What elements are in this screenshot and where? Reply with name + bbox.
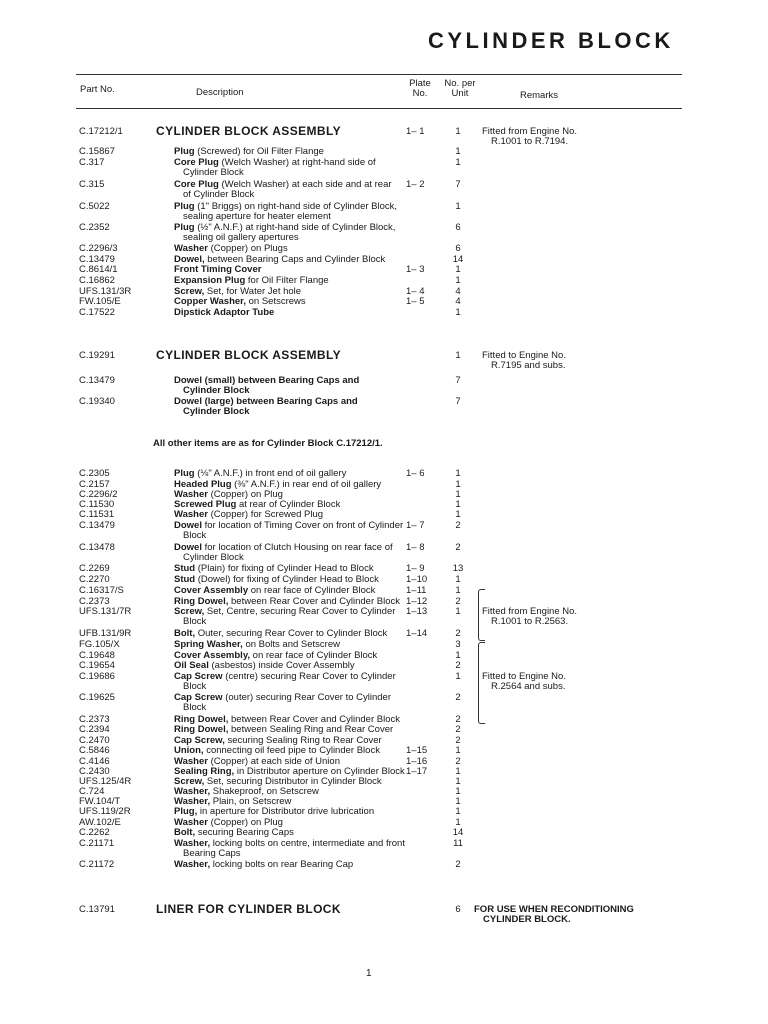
plate-number: 1–17 [406,766,428,777]
quantity-per-unit: 1 [455,307,461,318]
description [174,202,397,222]
description-continuation: Cylinder Block [183,552,244,563]
description-name: Cap Screw [174,671,223,682]
quantity-per-unit: 1 [455,745,461,756]
description-detail: (Copper) for Screwed Plug [207,509,324,520]
description-detail: (Screwed) for Oil Filter Flange [194,146,324,157]
remark [474,905,634,925]
description-name: Washer [174,817,208,828]
quantity-per-unit: 2 [455,628,461,639]
quantity-per-unit: 1 [455,468,461,479]
quantity-per-unit: 1 [455,606,461,617]
description-name: Ring Dowel, [174,714,229,725]
part-number: C.16317/S [79,585,124,596]
description-detail: (⅜" A.N.F.) in rear end of oil gallery [231,479,382,490]
quantity-per-unit: 1 [455,509,461,520]
description [174,575,379,585]
description [174,244,288,254]
quantity-per-unit: 1 [455,766,461,777]
plate-number: 1– 9 [406,563,425,574]
remark [482,351,566,371]
part-number: C.13478 [79,542,115,553]
description [174,265,261,275]
description-name: Headed Plug [174,479,232,490]
description-detail: between Sealing Ring and Rear Cover [228,724,394,735]
quantity-per-unit: 1 [455,264,461,275]
plate-number: 1– 8 [406,542,425,553]
description [174,308,274,318]
part-number: C.2296/2 [79,489,118,500]
description-detail: (Copper) on Plug [207,817,283,828]
quantity-per-unit: 1 [455,671,461,682]
part-number: C.315 [79,179,105,190]
part-number: UFS.131/7R [79,606,132,617]
quantity-per-unit: 1 [455,585,461,596]
quantity-per-unit: 2 [455,596,461,607]
header-description: Description [196,87,244,98]
description [174,746,380,756]
quantity-per-unit: 4 [455,286,461,297]
remark-line: Fitted to Engine No. [482,350,566,361]
description [174,376,359,396]
description-continuation: Cylinder Block [183,385,250,396]
quantity-per-unit: 1 [455,275,461,286]
page-title: CYLINDER BLOCK [428,28,674,53]
description [174,672,396,692]
quantity-per-unit: 14 [452,827,464,838]
description-name: CYLINDER BLOCK ASSEMBLY [156,348,341,362]
description-detail: in aperture for Distributor drive lubrication [197,806,375,817]
quantity-per-unit: 3 [455,639,461,650]
quantity-per-unit: 1 [455,201,461,212]
quantity-per-unit: 1 [455,489,461,500]
description-detail: (asbestos) inside Cover Assembly [208,660,355,671]
description-name: Washer [174,509,208,520]
quantity-per-unit: 1 [455,796,461,807]
quantity-per-unit: 1 [455,126,461,137]
description-name: Bolt, [174,827,196,838]
part-number: C.17212/1 [79,126,123,137]
description [174,397,358,417]
part-number: C.19648 [79,650,115,661]
part-number: C.21171 [79,838,115,849]
description-name: Core Plug [174,157,219,168]
description-name: Washer, [174,786,211,797]
description-detail: (Copper) on Plugs [207,243,288,254]
description-detail: locking bolts on centre, intermediate and front [210,838,405,849]
part-number: C.2373 [79,714,110,725]
description-detail: between Rear Cover and Cylinder Block [228,714,400,725]
description-name: Screw, [174,776,205,787]
quantity-per-unit: 6 [455,904,461,915]
description-name: Washer [174,489,208,500]
description-continuation: of Cylinder Block [183,189,255,200]
remark [482,607,577,627]
description-name: Washer [174,756,208,767]
description-name: Plug [174,222,195,233]
quantity-per-unit: 1 [455,806,461,817]
part-number: C.4146 [79,756,110,767]
description [174,860,353,870]
description-name: Dipstick Adaptor Tube [174,307,275,318]
description [174,276,329,286]
plate-number: 1–15 [406,745,428,756]
description-detail: (Welch Washer) at right-hand side of [218,157,376,168]
part-number: C.2305 [79,468,110,479]
quantity-per-unit: 2 [455,520,461,531]
part-number: C.15867 [79,146,115,157]
part-number: C.11530 [79,499,115,510]
description [174,564,374,574]
quantity-per-unit: 2 [455,692,461,703]
description [174,158,376,178]
plate-number: 1– 1 [406,126,425,137]
quantity-per-unit: 1 [455,157,461,168]
description [156,126,341,136]
description-name: Bolt, [174,628,196,639]
description-detail: between Rear Cover and Cylinder Block [228,596,400,607]
part-number: C.13479 [79,520,115,531]
description-detail: on Setscrews [245,296,306,307]
description [174,469,346,479]
description-detail: for location of Clutch Housing on rear face of [201,542,393,553]
part-number: UFS.119/2R [79,806,131,817]
description [156,350,341,360]
part-number: FG.105/X [79,639,120,650]
description-detail: (Copper) on Plug [207,489,283,500]
remark-line: Fitted to Engine No. [482,671,566,682]
description-detail: on Bolts and Setscrew [242,639,340,650]
description-name: Stud [174,563,196,574]
part-number: C.13479 [79,375,115,386]
part-number: C.2394 [79,724,110,735]
description-name: Screwed Plug [174,499,237,510]
plate-number: 1– 7 [406,520,425,531]
part-number: AW.102/E [79,817,121,828]
remark-line: R.1001 to R.7194. [491,136,569,147]
page-number: 1 [366,968,372,979]
description-detail: securing Sealing Ring to Rear Cover [224,735,382,746]
header-remarks: Remarks [520,90,559,101]
remark-line: FOR USE WHEN RECONDITIONING [474,904,634,915]
plate-number: 1– 2 [406,179,425,190]
part-number: FW.104/T [79,796,121,807]
cross-reference-note: All other items are as for Cylinder Block C.17212/1. [153,438,383,449]
description-name: Sealing Ring, [174,766,235,777]
description-name: Cover Assembly [174,585,249,596]
quantity-per-unit: 6 [455,222,461,233]
description-name: Stud [174,574,196,585]
description-name: Washer, [174,796,211,807]
part-number: C.2270 [79,574,110,585]
plate-number: 1–16 [406,756,428,767]
description-detail: (centre) securing Rear Cover to Cylinder [222,671,396,682]
part-number: FW.105/E [79,296,121,307]
description [174,543,393,563]
quantity-per-unit: 4 [455,296,461,307]
part-number: C.2157 [79,479,110,490]
description-detail: (Dowel) for fixing of Cylinder Head to Block [195,574,379,585]
part-number: C.2262 [79,827,110,838]
description [174,640,340,650]
part-number: C.2269 [79,563,110,574]
description-continuation: Bearing Caps [183,848,241,859]
description-name: Spring Washer, [174,639,243,650]
quantity-per-unit: 1 [455,776,461,787]
description [174,510,323,520]
part-number: C.11531 [79,509,115,520]
description [174,521,403,541]
description-name: Union, [174,745,204,756]
quantity-per-unit: 13 [452,563,464,574]
quantity-per-unit: 7 [455,396,461,407]
part-number: C.16862 [79,275,115,286]
description-name: Plug [174,146,195,157]
description-name: Cap Screw, [174,735,225,746]
description-name: Plug [174,468,195,479]
description-name: Screw, [174,286,205,297]
description-name: Dowel (large) between Bearing Caps and [174,396,358,407]
header-no-per-unit: No. per Unit [444,78,476,99]
part-number: C.2373 [79,596,110,607]
description-detail: locking bolts on rear Bearing Cap [210,859,354,870]
quantity-per-unit: 2 [455,542,461,553]
plate-number: 1– 5 [406,296,425,307]
description-detail: Plain, on Setscrew [210,796,292,807]
description-detail: on rear face of Cylinder Block [248,585,376,596]
plate-number: 1–11 [406,585,427,596]
description-detail: Set, for Water Jet hole [204,286,302,297]
description-name: Dowel [174,520,202,531]
description [174,223,395,243]
quantity-per-unit: 1 [455,499,461,510]
quantity-per-unit: 6 [455,243,461,254]
description-continuation: Block [183,681,207,692]
part-number: C.19625 [79,692,115,703]
plate-number: 1– 4 [406,286,425,297]
description-detail: Set, Centre, securing Rear Cover to Cylinder [204,606,396,617]
plate-number: 1–12 [406,596,428,607]
part-number: C.724 [79,786,105,797]
remark-line: Fitted from Engine No. [482,126,578,137]
part-number: C.19654 [79,660,115,671]
quantity-per-unit: 1 [455,574,461,585]
header-plate-no: Plate No. [409,78,431,99]
quantity-per-unit: 11 [453,838,463,849]
part-number: C.317 [79,157,105,168]
description-name: Core Plug [174,179,219,190]
quantity-per-unit: 2 [455,859,461,870]
part-number: C.8614/1 [79,264,118,275]
remark-line: R.7195 and subs. [491,360,566,371]
description-continuation: Cylinder Block [183,406,250,417]
description-name: CYLINDER BLOCK ASSEMBLY [156,124,341,138]
description-name: LINER FOR CYLINDER BLOCK [156,902,341,916]
description-detail: (Plain) for fixing of Cylinder Head to Block [195,563,374,574]
description-detail: Outer, securing Rear Cover to Cylinder Block [195,628,388,639]
part-number: C.2430 [79,766,110,777]
part-number: C.19686 [79,671,115,682]
quantity-per-unit: 1 [455,350,461,361]
plate-number: 1–10 [406,574,428,585]
quantity-per-unit: 1 [455,479,461,490]
description [174,807,374,817]
description-name: Oil Seal [174,660,209,671]
description-continuation: Block [183,702,207,713]
description [174,147,324,157]
part-number: C.2352 [79,222,110,233]
part-number: C.2296/3 [79,243,118,254]
description [174,725,393,735]
part-number: C.17522 [79,307,115,318]
remark-line: R.2564 and subs. [491,681,566,692]
description-detail: between Bearing Caps and Cylinder Block [204,254,386,265]
description-continuation: sealing aperture for heater element [183,211,331,222]
remarks-brace-upper [478,589,485,641]
description-name: Dowel (small) between Bearing Caps and [174,375,360,386]
description-detail: for location of Timing Cover on front of Cylinder [201,520,404,531]
remark [482,127,577,147]
description-continuation: sealing oil gallery apertures [183,232,299,243]
description [174,586,375,596]
quantity-per-unit: 1 [455,146,461,157]
plate-number: 1– 3 [406,264,425,275]
description-name: Copper Washer, [174,296,246,307]
plate-number: 1– 6 [406,468,425,479]
description [174,693,391,713]
remark [482,672,566,692]
quantity-per-unit: 1 [455,786,461,797]
description-detail: for Oil Filter Flange [245,275,329,286]
quantity-per-unit: 1 [455,650,461,661]
part-number: UFB.131/9R [79,628,132,639]
part-number: UFS.131/3R [79,286,132,297]
description [174,629,387,639]
description-detail: (outer) securing Rear Cover to Cylinder [222,692,392,703]
part-number: C.5022 [79,201,110,212]
description-name: Dowel, [174,254,205,265]
description-continuation: Cylinder Block [183,167,244,178]
remark-line: Fitted from Engine No. [482,606,578,617]
plate-number: 1–14 [406,628,428,639]
part-number: C.21172 [79,859,115,870]
description-name: Cover Assembly, [174,650,251,661]
description-detail: (½" A.N.F.) at right-hand side of Cylinder Block, [194,222,396,233]
header-rule-top [76,74,682,75]
description-name: Ring Dowel, [174,596,229,607]
quantity-per-unit: 7 [455,179,461,190]
description-name: Dowel [174,542,202,553]
header-part-no: Part No. [80,84,115,95]
description-continuation: Block [183,616,207,627]
description-name: Screw, [174,606,205,617]
part-number: C.19340 [79,396,115,407]
description-name: Plug, [174,806,198,817]
remark-line: R.1001 to R.2563. [491,616,569,627]
description-name: Cap Screw [174,692,223,703]
part-number: C.5846 [79,745,110,756]
description-detail: Shakeproof, on Setscrew [210,786,319,797]
description-detail: (1" Briggs) on right-hand side of Cylinder Block, [194,201,398,212]
remarks-brace-lower [478,642,485,724]
description-detail: at rear of Cylinder Block [236,499,341,510]
description [174,297,306,307]
description-name: Front Timing Cover [174,264,262,275]
description-name: Ring Dowel, [174,724,229,735]
quantity-per-unit: 2 [455,724,461,735]
quantity-per-unit: 14 [452,254,464,265]
part-number: C.13479 [79,254,115,265]
header-rule-bottom [76,108,682,109]
description [174,661,355,671]
description [156,904,341,914]
description-name: Expansion Plug [174,275,246,286]
description-name: Washer [174,243,208,254]
description-name: Plug [174,201,195,212]
description-detail: on rear face of Cylinder Block [250,650,378,661]
description-detail: securing Bearing Caps [195,827,294,838]
description-detail: connecting oil feed pipe to Cylinder Block [203,745,380,756]
description [174,828,294,838]
quantity-per-unit: 2 [455,756,461,767]
quantity-per-unit: 7 [455,375,461,386]
description-detail: (Welch Washer) at each side and at rear [218,179,392,190]
description-detail: in Distributor aperture on Cylinder Block [234,766,405,777]
part-number: C.19291 [79,350,115,361]
description-continuation: Block [183,530,207,541]
description-name: Washer, [174,838,211,849]
description-name: Washer, [174,859,211,870]
description-detail: (⅛" A.N.F.) in front end of oil gallery [194,468,347,479]
part-number: UFS.125/4R [79,776,132,787]
description [174,180,392,200]
description-detail: (Copper) at each side of Union [207,756,340,767]
quantity-per-unit: 1 [455,817,461,828]
remark-line: CYLINDER BLOCK. [483,914,571,925]
part-number: C.2470 [79,735,110,746]
quantity-per-unit: 2 [455,735,461,746]
description-detail: Set, securing Distributor in Cylinder Block [204,776,382,787]
plate-number: 1–13 [406,606,428,617]
description [174,839,405,859]
part-number: C.13791 [79,904,115,915]
description [174,607,395,627]
quantity-per-unit: 2 [455,714,461,725]
quantity-per-unit: 2 [455,660,461,671]
